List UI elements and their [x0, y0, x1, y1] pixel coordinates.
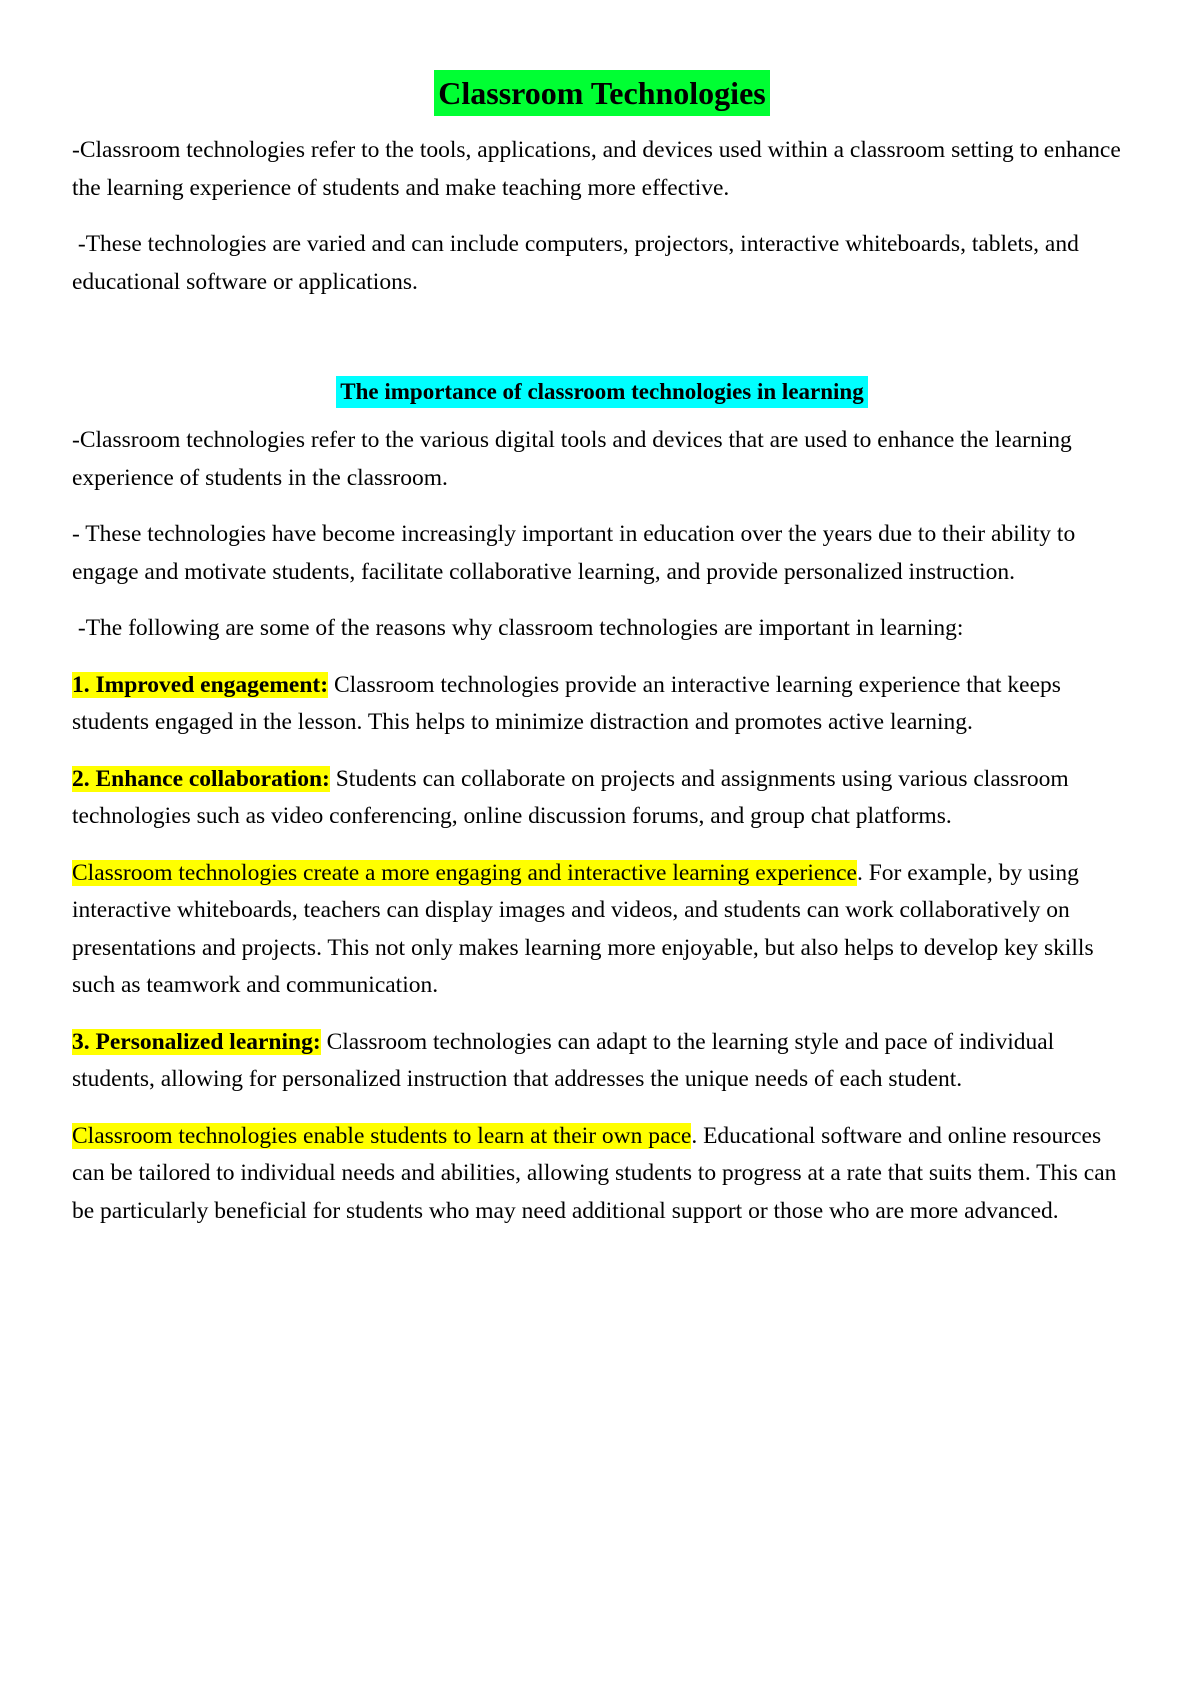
point-text: Students can collaborate on projects and assignments using various classroom technologies such as video conferencing, online discussion forums, and group chat platforms. [72, 765, 1069, 829]
section-paragraph-1: -Classroom technologies refer to the various digital tools and devices that are used to enhance the learning experience of students in the classroom. [72, 427, 1072, 491]
point-lead: 1. Improved engagement: [72, 671, 329, 698]
section-spacer [72, 320, 1132, 376]
highlighted-paragraph-engaging [72, 855, 1132, 1005]
point-text: Classroom technologies can adapt to the learning style and pace of individual students, allowing for personalized instruction that addresses the unique needs of each student. [72, 1028, 1055, 1092]
section-heading: The importance of classroom technologies in learning [336, 376, 867, 408]
point-lead: 3. Personalized learning: [72, 1028, 321, 1055]
section-paragraph-2: - These technologies have become increasingly important in education over the years due to their ability to engage and motivate students, facilitate collaborative learning, and provide personalized instruction. [72, 521, 1076, 585]
point-lead: 2. Enhance collaboration: [72, 765, 330, 792]
point-enhance-collaboration [72, 761, 1132, 836]
highlighted-phrase: Classroom technologies create a more engaging and interactive learning experience [72, 859, 857, 886]
highlighted-phrase: Classroom technologies enable students to learn at their own pace [72, 1122, 692, 1149]
section-paragraph-3: -The following are some of the reasons why classroom technologies are important in learning: [72, 615, 964, 641]
point-personalized-learning [72, 1024, 1132, 1099]
point-improved-engagement [72, 667, 1132, 742]
section-heading-block [72, 376, 1132, 408]
point-text: Classroom technologies provide an interactive learning experience that keeps students engaged in the lesson. This helps to minimize distraction and promotes active learning. [72, 671, 1061, 735]
intro-paragraph-2: -These technologies are varied and can include computers, projectors, interactive whiteboards, tablets, and educational software or applications. [72, 231, 1085, 295]
highlighted-paragraph-own-pace [72, 1118, 1132, 1231]
paragraph-text: . Educational software and online resources can be tailored to individual needs and abilities, allowing students to progress at a rate that suits them. This can be particularly beneficial for students who may need additional support or those who are more advanced. [72, 1122, 1117, 1224]
document-page [72, 70, 1132, 1249]
document-title: Classroom Technologies [434, 70, 769, 116]
title-block [72, 70, 1132, 118]
intro-paragraph-1: -Classroom technologies refer to the tools, applications, and devices used within a classroom setting to enhance the learning experience of students and make teaching more effective. [72, 137, 1121, 201]
paragraph-text: . For example, by using interactive whiteboards, teachers can display images and videos, and students can work collaboratively on presentations and projects. This not only makes learning more enjoyable, but also helps to develop key skills such as teamwork and communication. [72, 859, 1094, 998]
